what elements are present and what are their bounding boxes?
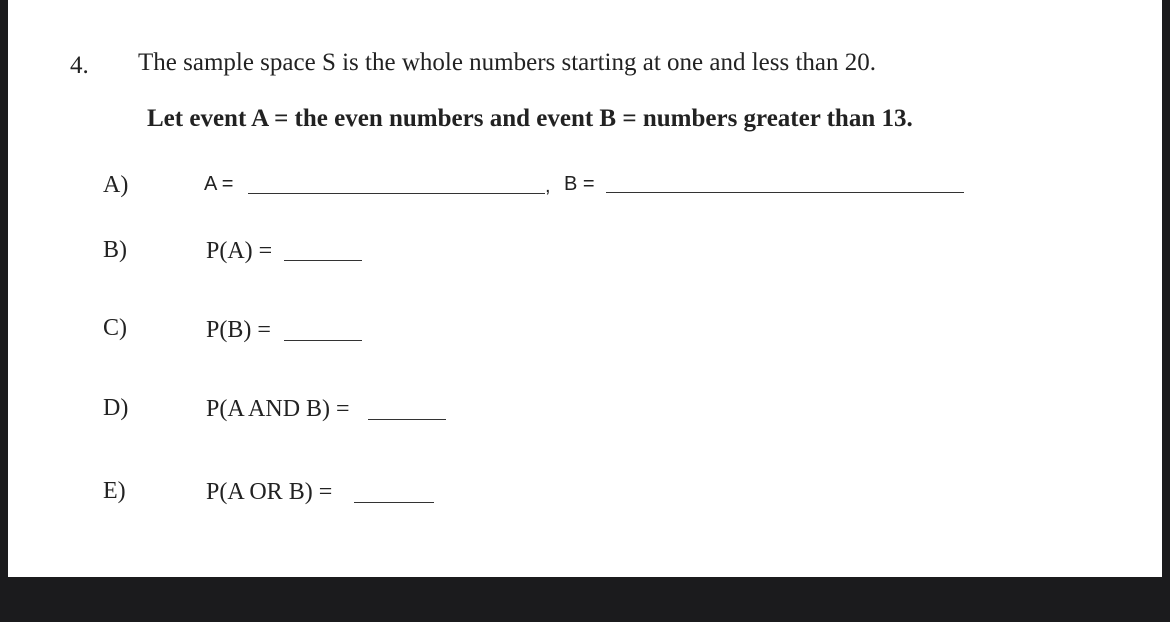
part-b-label: B) (103, 237, 127, 263)
part-d-prompt: P(A AND B) = (206, 396, 350, 422)
question-number: 4. (70, 52, 89, 79)
p-a-or-b-answer-blank[interactable] (354, 502, 434, 503)
question-intro: The sample space S is the whole numbers starting at one and less than 20. (138, 49, 877, 76)
question-events: Let event A = the even numbers and event B = numbers greater than 13. (147, 105, 913, 132)
part-a-separator: , (545, 175, 551, 197)
part-c-prompt: P(B) = (206, 317, 271, 343)
part-e-prompt: P(A OR B) = (206, 479, 333, 505)
part-a-label: A) (103, 172, 129, 198)
p-a-answer-blank[interactable] (284, 260, 362, 261)
part-c-label: C) (103, 315, 127, 341)
set-b-answer-blank[interactable] (606, 192, 964, 193)
set-a-answer-blank[interactable] (248, 193, 545, 194)
part-e-label: E) (103, 478, 126, 504)
p-b-answer-blank[interactable] (284, 340, 362, 341)
worksheet-page (8, 0, 1162, 577)
p-a-and-b-answer-blank[interactable] (368, 419, 446, 420)
part-b-prompt: P(A) = (206, 238, 273, 264)
part-a-prompt-b: B = (564, 173, 595, 195)
part-d-label: D) (103, 395, 129, 421)
part-a-prompt-a: A = (204, 173, 234, 195)
